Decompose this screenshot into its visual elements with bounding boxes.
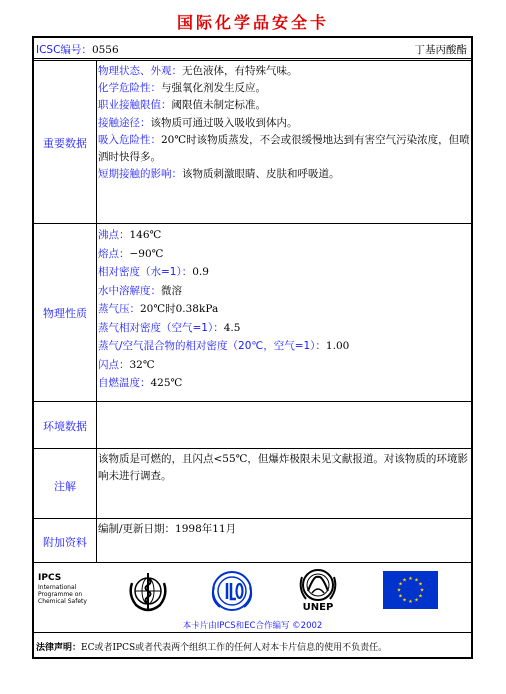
section-environmental-data: 环境数据 xyxy=(43,420,87,433)
important-row: 吸入危险性：20℃时该物质蒸发，不会或很缓慢地达到有害空气污染浓度，但喷洒时快得多。 xyxy=(98,133,470,164)
svg-text:★: ★ xyxy=(396,587,402,594)
important-row: 职业接触限值：阈限值未制定标准。 xyxy=(98,99,266,112)
card-title: 国际化学品安全卡 xyxy=(176,13,329,32)
important-data-content xyxy=(98,63,471,183)
physical-row: 相对密度（水=1）：0.9 xyxy=(98,266,209,278)
section-physical-properties: 物理性质 xyxy=(43,307,87,320)
important-row: 物理状态、外观：无色液体，有特殊气味。 xyxy=(98,65,298,77)
important-row: 化学危险性：与强氧化剂发生反应。 xyxy=(98,82,266,95)
important-row: 短期接触的影响：该物质刺激眼睛、皮肤和呼吸道。 xyxy=(98,168,340,181)
section-additional-info: 附加资料 xyxy=(43,536,87,549)
who-emblem-icon xyxy=(126,569,170,613)
logos-row xyxy=(34,565,471,633)
physical-row: 熔点：−90℃ xyxy=(98,247,164,260)
additional-info-content: 编制/更新日期：1998年11月 xyxy=(98,523,237,535)
unep-text: UNEP xyxy=(302,602,334,613)
legal-text: EC或者IPCS或者代表两个组织工作的任何人对本卡片信息的使用不负责任。 xyxy=(81,643,388,653)
physical-row: 蒸气相对密度（空气=1）：4.5 xyxy=(98,321,241,334)
physical-row: 蒸气/空气混合物的相对密度（20℃，空气=1）：1.00 xyxy=(98,340,350,352)
svg-text:★: ★ xyxy=(418,581,423,588)
icsc-card xyxy=(32,36,473,659)
legal-label: 法律声明： xyxy=(36,643,82,653)
section-important-data: 重要数据 xyxy=(43,137,87,150)
icsc-number: 0556 xyxy=(91,44,119,56)
physical-row: 自燃温度：425℃ xyxy=(98,377,183,389)
credit-line: 本卡片由IPCS和EC合作编写 ©2002 xyxy=(182,621,323,631)
important-row: 接触途径：该物质可通过吸入吸收到体内。 xyxy=(98,116,298,129)
card-header xyxy=(34,38,471,59)
physical-row: 闪点：32℃ xyxy=(98,358,155,371)
svg-text:★: ★ xyxy=(408,576,413,582)
notes-content: 该物质是可燃的，且闪点<55℃，但爆炸极限未见文献报道。对该物质的环境影响未进行调查。 xyxy=(98,453,468,483)
physical-row: 蒸气压：20℃时0.38kPa xyxy=(98,303,219,315)
physical-row: 水中溶解度：微溶 xyxy=(98,284,182,297)
physical-row: 沸点：146℃ xyxy=(98,229,162,241)
icsc-number-label: ICSC编号：0556 xyxy=(36,44,119,56)
svg-text:★: ★ xyxy=(408,599,413,605)
ipcs-logo: IPCS International Programme on Chemical Safety xyxy=(38,573,87,605)
ilo-emblem-icon xyxy=(210,569,254,613)
svg-text:★: ★ xyxy=(402,597,407,604)
eu-flag-icon xyxy=(383,571,438,609)
svg-text:★: ★ xyxy=(398,593,403,600)
legal-statement xyxy=(36,640,387,653)
svg-text:★: ★ xyxy=(418,593,423,600)
chemical-name: 丁基丙酸酯 xyxy=(414,44,467,56)
svg-text:★: ★ xyxy=(402,577,407,584)
section-notes: 注解 xyxy=(54,480,76,493)
svg-text:★: ★ xyxy=(398,581,403,588)
svg-text:★: ★ xyxy=(414,597,419,604)
physical-properties-content xyxy=(98,226,471,393)
svg-text:★: ★ xyxy=(419,587,425,594)
svg-text:★: ★ xyxy=(414,577,419,584)
